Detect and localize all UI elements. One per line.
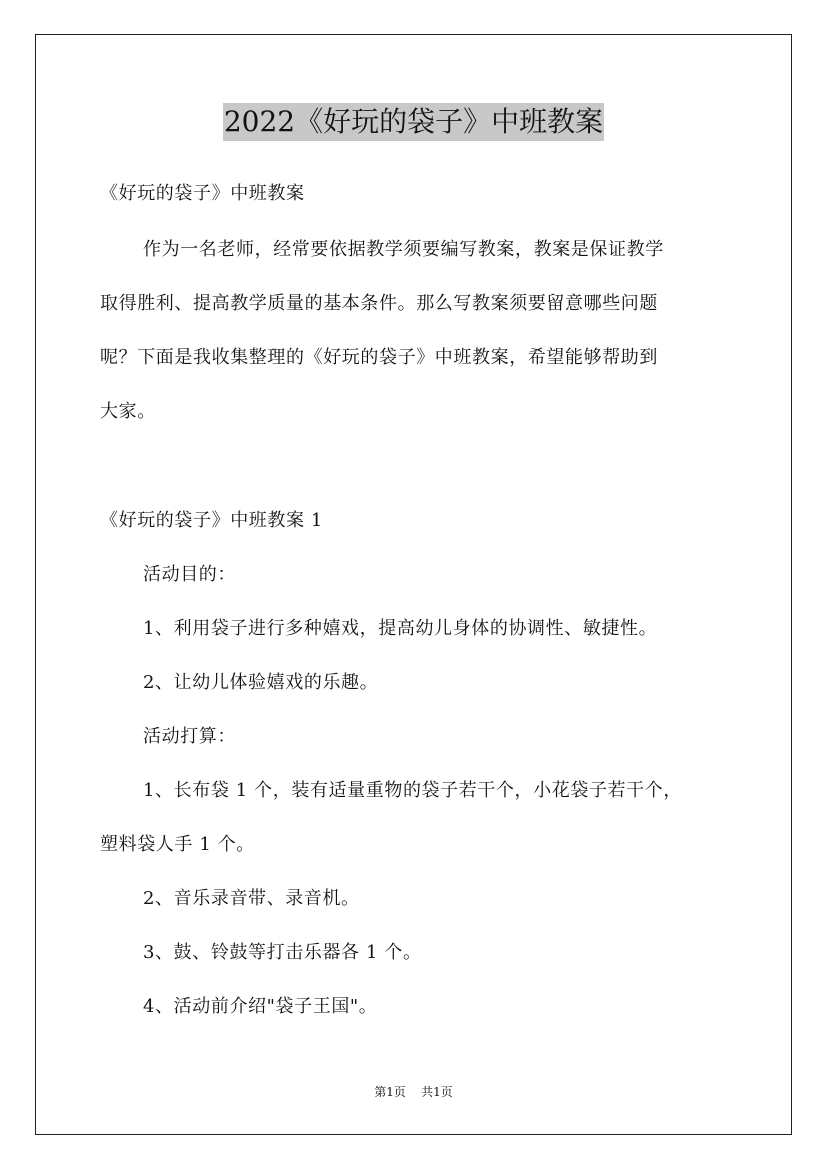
page-number: 第1页: [374, 1085, 406, 1099]
prep-item-1-continued: 塑料袋人手 1 个。: [100, 834, 255, 855]
intro-line-3: 呢？下面是我收集整理的《好玩的袋子》中班教案，希望能够帮助到: [100, 347, 658, 368]
intro-line-4: 大家。: [100, 401, 156, 422]
goal-item-2: 2、让幼儿体验嬉戏的乐趣。: [143, 672, 379, 693]
page-total: 共1页: [421, 1085, 453, 1099]
title-container: [0, 103, 827, 141]
intro-line-1: 作为一名老师，经常要依据教学须要编写教案，教案是保证教学: [143, 239, 664, 260]
page-separator: [410, 1085, 418, 1099]
intro-line-2: 取得胜利、提高教学质量的基本条件。那么写教案须要留意哪些问题: [100, 293, 658, 314]
document-subtitle: 《好玩的袋子》中班教案: [100, 183, 305, 204]
page-footer: [0, 1084, 827, 1100]
prep-item-4: 4、活动前介绍"袋子王国"。: [143, 996, 378, 1017]
goal-label: 活动目的：: [143, 564, 236, 585]
prep-item-2: 2、音乐录音带、录音机。: [143, 888, 360, 909]
prep-label: 活动打算：: [143, 726, 236, 747]
goal-item-1: 1、利用袋子进行多种嬉戏，提高幼儿身体的协调性、敏捷性。: [143, 618, 658, 639]
prep-item-3: 3、鼓、铃鼓等打击乐器各 1 个。: [143, 942, 422, 963]
prep-item-1: 1、长布袋 1 个，装有适量重物的袋子若干个，小花袋子若干个，: [143, 780, 682, 801]
document-title: 2022《好玩的袋子》中班教案: [223, 103, 604, 141]
section-heading: 《好玩的袋子》中班教案 1: [100, 510, 323, 531]
